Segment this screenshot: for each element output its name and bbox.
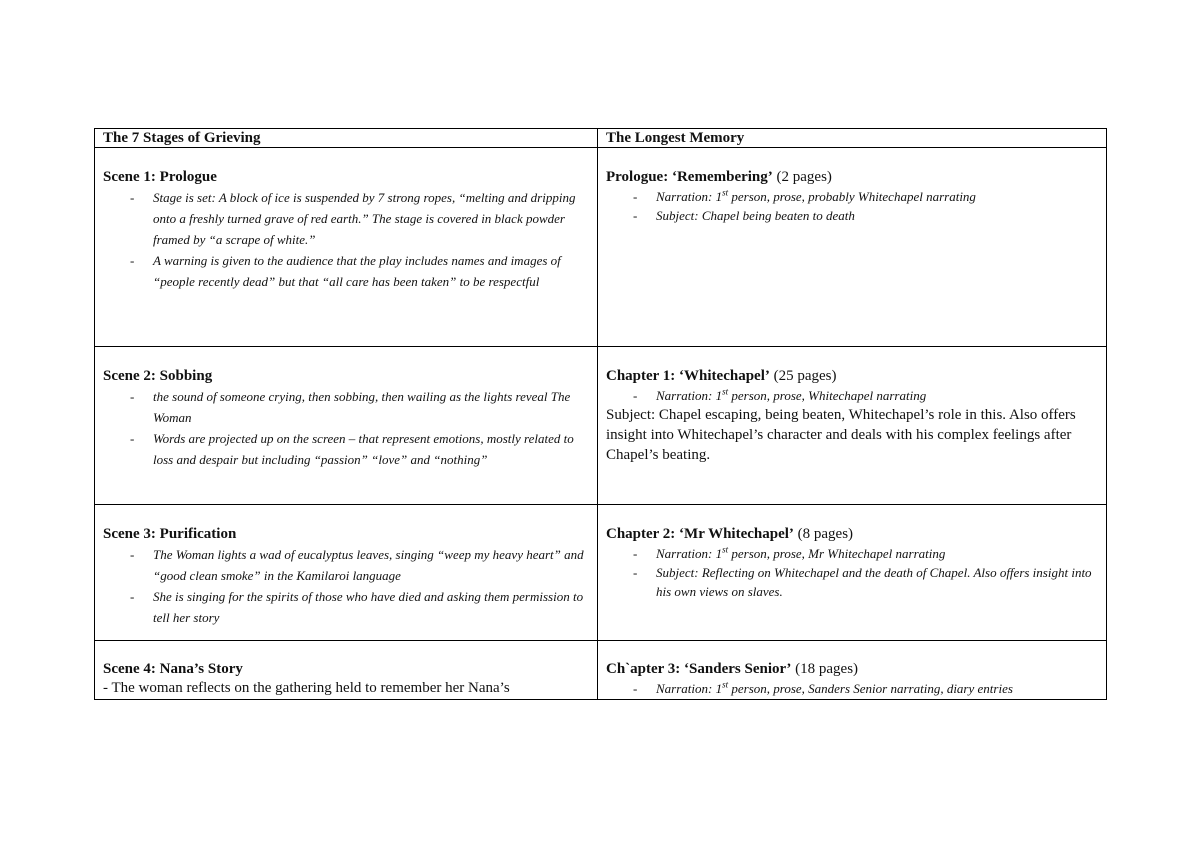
subject-text: Subject: Chapel being beaten to death — [656, 208, 855, 223]
dash-bullet: - — [633, 208, 638, 223]
list-item — [606, 206, 1098, 225]
table-row — [95, 505, 1107, 641]
dash-bullet: - — [130, 547, 135, 562]
table-cell — [598, 347, 1107, 505]
list-item — [606, 563, 1098, 601]
list-item — [103, 187, 589, 250]
page-count: (2 pages) — [772, 169, 832, 185]
scene-title: Scene 1: Prologue — [103, 169, 217, 185]
narration-text: Narration: 1st person, prose, Sanders Senior narrating, diary entries — [656, 679, 1013, 696]
dash-bullet: - — [130, 190, 135, 205]
narration-text: Narration: 1st person, prose, probably Whitechapel narrating — [656, 187, 976, 204]
scene-title: Scene 4: Nana’s Story — [103, 661, 243, 677]
dash-bullet: - — [633, 388, 638, 403]
subject-text: Subject: Chapel escaping, being beaten, Whitechapel’s role in this. Also offers insight into Whitechapel’s character and deals with his complex feelings after Chapel’s beating. — [606, 407, 1076, 463]
bullet-text: A warning is given to the audience that the play includes names and images of “people recently dead” but that “all care has been taken” to be respectful — [153, 253, 561, 289]
header-row — [95, 129, 1107, 148]
list-item — [606, 679, 1098, 698]
subject-text: Subject: Reflecting on Whitechapel and the death of Chapel. Also offers insight into his own views on slaves. — [656, 565, 1092, 599]
chapter-title: Chapter 2: ‘Mr Whitechapel’ — [606, 526, 794, 542]
bullet-text: Words are projected up on the screen – that represent emotions, mostly related to loss and despair but including “passion” “love” and “nothing” — [153, 431, 574, 467]
chapter-title: Chapter 1: ‘Whitechapel’ — [606, 368, 770, 384]
page-count: (25 pages) — [769, 368, 837, 384]
column-header-grieving: The 7 Stages of Grieving — [95, 129, 598, 148]
list-item — [103, 386, 589, 428]
table-row — [95, 641, 1107, 700]
narration-text: Narration: 1st person, prose, Mr Whitechapel narrating — [656, 544, 946, 561]
table-cell — [95, 148, 598, 347]
dash-bullet: - — [130, 431, 135, 446]
table-row — [95, 148, 1107, 347]
chapter-title: Prologue: ‘Remembering’ — [606, 169, 773, 185]
page-count: (8 pages) — [793, 526, 854, 542]
list-item — [103, 544, 589, 586]
list-item — [103, 586, 589, 628]
page-count: (18 pages) — [791, 661, 859, 677]
dash-bullet: - — [633, 189, 638, 204]
table-cell — [95, 347, 598, 505]
dash-bullet: - — [130, 589, 135, 604]
table-cell — [95, 641, 598, 700]
table-cell — [598, 505, 1107, 641]
table-row — [95, 347, 1107, 505]
table-cell — [598, 148, 1107, 347]
bullet-text: the sound of someone crying, then sobbing, then wailing as the lights reveal The Woman — [153, 389, 571, 425]
bullet-text: Stage is set: A block of ice is suspended by 7 strong ropes, “melting and dripping onto a freshly turned grave of red earth.” The stage is covered in black powder framed by “a scrape of white.” — [153, 190, 576, 247]
list-item — [103, 250, 589, 292]
dash-bullet: - — [130, 253, 135, 268]
dash-bullet: - — [633, 546, 638, 561]
list-item — [606, 544, 1098, 563]
bullet-text: The Woman lights a wad of eucalyptus leaves, singing “weep my heavy heart” and “good clean smoke” in the Kamilaroi language — [153, 547, 584, 583]
dash-bullet: - — [130, 389, 135, 404]
table-cell — [598, 641, 1107, 700]
dash-bullet: - — [633, 565, 638, 580]
scene-title: Scene 2: Sobbing — [103, 368, 213, 384]
list-item — [606, 187, 1098, 206]
bullet-text: She is singing for the spirits of those who have died and asking them permission to tell her story — [153, 589, 584, 625]
dash-bullet: - — [633, 681, 638, 696]
narration-text: Narration: 1st person, prose, Whitechapel narrating — [656, 386, 927, 403]
scene-title: Scene 3: Purification — [103, 526, 237, 542]
list-item — [606, 386, 1098, 405]
table-cell — [95, 505, 598, 641]
comparison-table — [94, 128, 1107, 700]
scene-text: - The woman reflects on the gathering held to remember her Nana’s — [103, 680, 510, 696]
list-item — [103, 428, 589, 470]
column-header-longest-memory: The Longest Memory — [598, 129, 1107, 148]
chapter-title: Ch`apter 3: ‘Sanders Senior’ — [606, 661, 792, 677]
